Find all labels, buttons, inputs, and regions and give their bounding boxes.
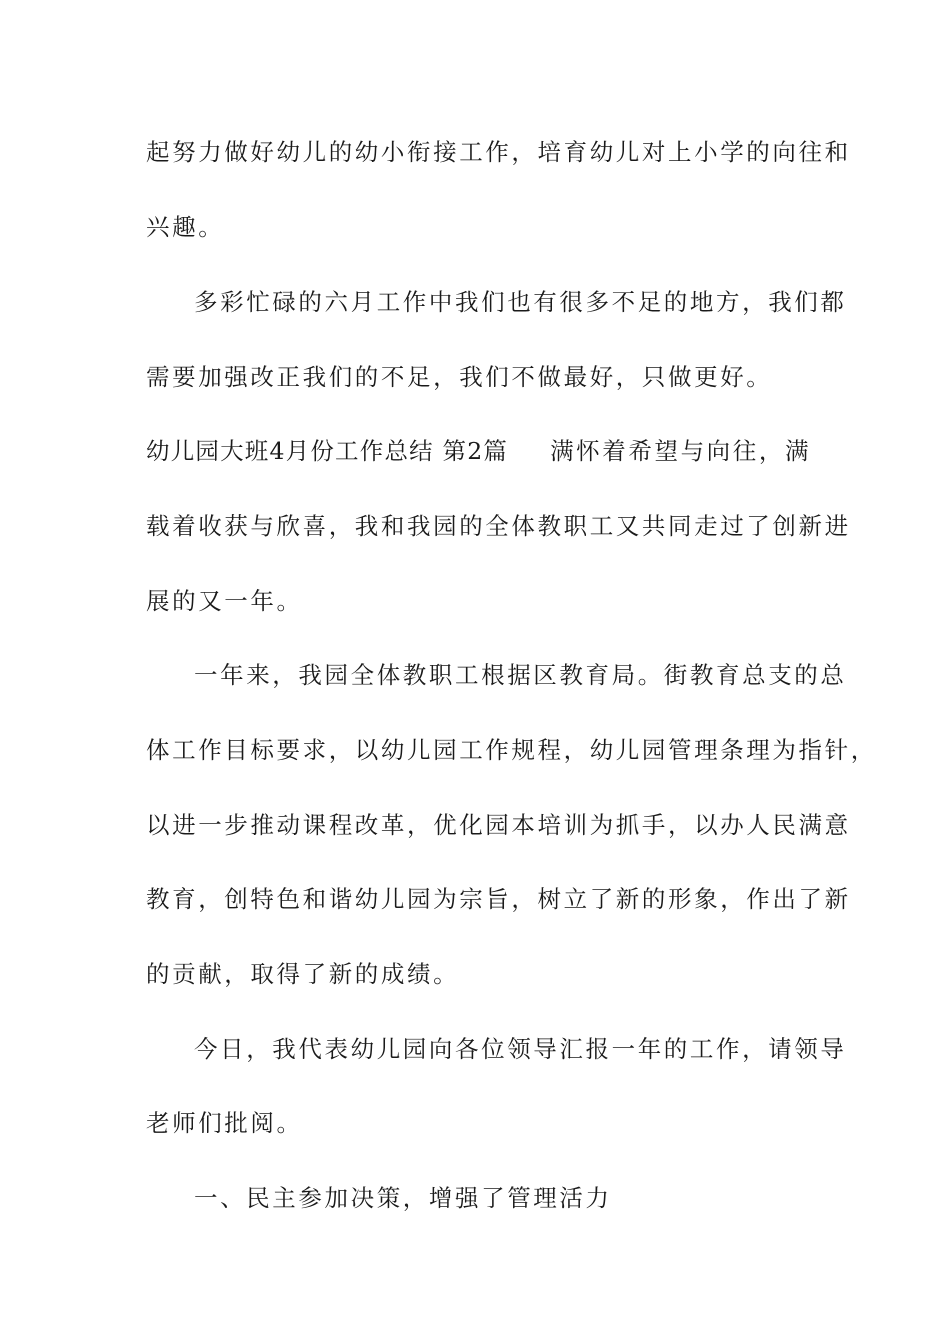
paragraph-line: 载着收获与欣喜，我和我园的全体教职工又共同走过了创新进 [146,512,851,540]
paragraph-start: 满怀着希望与向往，满 [550,437,812,465]
paragraph-line: 多彩忙碌的六月工作中我们也有很多不足的地方，我们都 [194,288,847,316]
subsection-heading: 一、民主参加决策，增强了管理活力 [194,1184,612,1212]
paragraph-line: 兴趣。 [146,213,225,241]
paragraph-line: 一年来，我园全体教职工根据区教育局。街教育总支的总 [194,661,847,689]
paragraph-line: 需要加强改正我们的不足，我们不做最好，只做更好。 [146,363,773,391]
paragraph-line: 体工作目标要求，以幼儿园工作规程，幼儿园管理条理为指针， [146,736,877,764]
paragraph-line: 的贡献，取得了新的成绩。 [146,960,460,988]
paragraph-line: 今日，我代表幼儿园向各位领导汇报一年的工作，请领导 [194,1035,847,1063]
paragraph-line: 老师们批阅。 [146,1109,303,1137]
paragraph-line: 起努力做好幼儿的幼小衔接工作，培育幼儿对上小学的向往和 [146,138,851,166]
section-heading: 幼儿园大班4月份工作总结 第2篇 [146,437,509,465]
section-heading-line [146,436,826,466]
paragraph-line: 展的又一年。 [146,587,303,615]
paragraph-line: 教育，创特色和谐幼儿园为宗旨，树立了新的形象，作出了新 [146,885,851,913]
paragraph-line: 以进一步推动课程改革，优化园本培训为抓手，以办人民满意 [146,811,851,839]
